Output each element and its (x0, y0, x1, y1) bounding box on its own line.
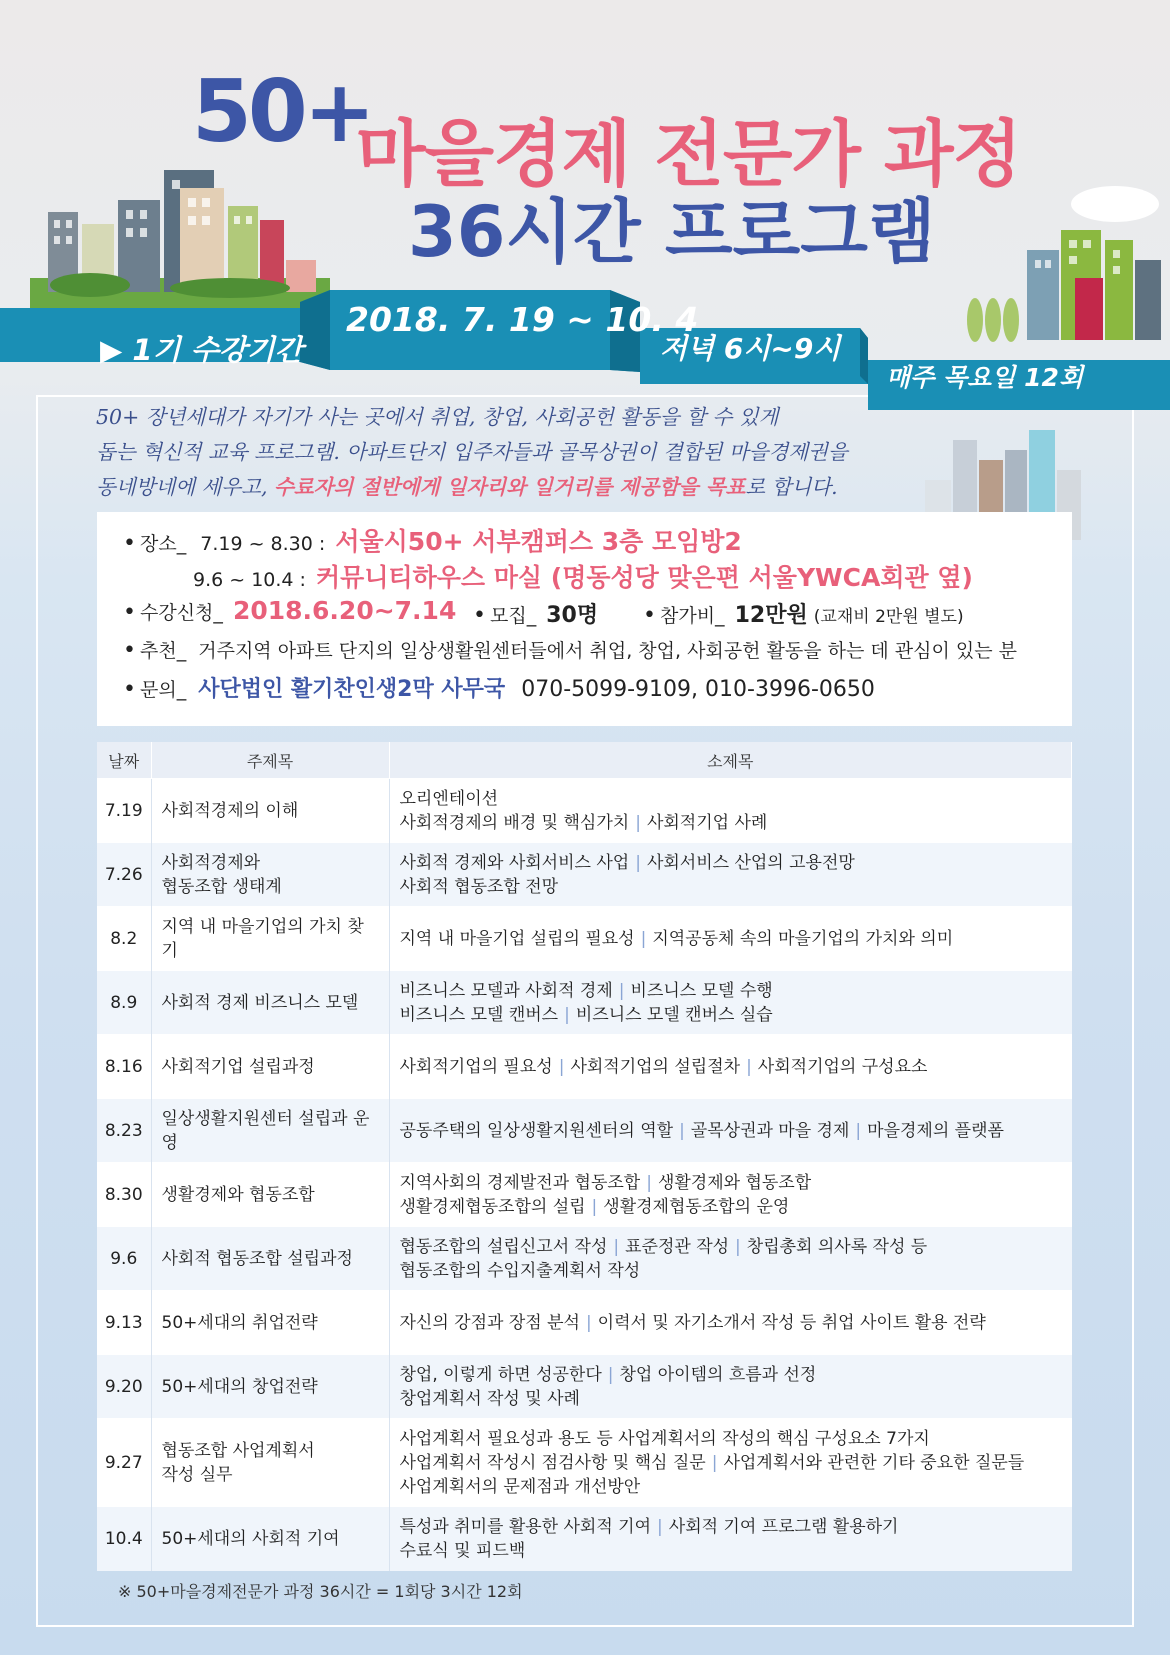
recruit-value: 30명 (546, 603, 599, 628)
subtopic-line (400, 1387, 1062, 1411)
row-topic (151, 843, 389, 907)
row-topic (151, 1507, 389, 1571)
subtopic-line (400, 1259, 1062, 1283)
table-row (97, 1227, 1072, 1291)
recruit-label: 모집_ (489, 605, 537, 627)
term-label-text: 1기 수강기간 (132, 333, 303, 367)
separator: | (746, 1056, 752, 1077)
row-date: 7.26 (97, 843, 151, 907)
row-date: 9.13 (97, 1291, 151, 1355)
subtopic-item: 자신의 강점과 장점 분석 (399, 1312, 580, 1333)
schedule-header-row (97, 742, 1072, 779)
fee-value: 12만원 (734, 603, 808, 628)
topic-line: 생활경제와 협동조합 (161, 1184, 315, 1205)
table-row (97, 1163, 1072, 1227)
row-subtopics (389, 1507, 1072, 1571)
subtopic-line (400, 1475, 1062, 1499)
subtopic-item: 사업계획서 필요성과 용도 등 사업계획서의 작성의 핵심 구성요소 7가지 (399, 1428, 930, 1449)
course-frequency: 매주 목요일 12회 (886, 363, 1084, 392)
subtopic-line (400, 1235, 1062, 1259)
topic-line: 일상생활지원센터 설립과 운영 (161, 1108, 370, 1153)
intro-line3-a: 동네방네에 세우고, (96, 475, 274, 499)
subtopic-item: 비즈니스 모델 캔버스 (399, 1004, 559, 1025)
apply-label: 수강신청_ (139, 602, 223, 624)
row-date: 8.23 (97, 1099, 151, 1163)
subtopic-line (400, 1451, 1062, 1475)
row-topic (151, 1227, 389, 1291)
recommend-text: 거주지역 아파트 단지의 일상생활원센터들에서 취업, 창업, 사회공헌 활동을 하는 데 관심이 있는 분 (198, 640, 1017, 662)
row-date: 7.19 (97, 779, 151, 843)
subtopic-item: 협동조합의 수입지출계획서 작성 (399, 1260, 641, 1281)
row-date: 8.30 (97, 1163, 151, 1227)
subtopic-item: 사회적 경제와 사회서비스 사업 (399, 852, 630, 873)
fifty-plus-badge: 50+ (192, 62, 372, 162)
place1-dates: 7.19 ~ 8.30 : (200, 533, 326, 555)
info-contact-row: • 문의_ 사단법인 활기찬인생2막 사무국 070-5099-9109, 010-3996-0650 (123, 677, 875, 702)
row-topic (151, 1355, 389, 1419)
separator: | (657, 1516, 663, 1537)
row-topic (151, 1291, 389, 1355)
place1-value: 서울시50+ 서부캠퍼스 3층 모임방2 (335, 527, 742, 556)
place2-dates: 9.6 ~ 10.4 : (193, 569, 306, 591)
place2-value: 커뮤니티하우스 마실 (명동성당 맞은편 서울YWCA회관 옆) (316, 563, 973, 592)
separator: | (635, 852, 641, 873)
topic-line: 협동조합 생태계 (161, 876, 282, 897)
subtopic-item: 특성과 취미를 활용한 사회적 기여 (399, 1516, 652, 1537)
subtopic-item: 생활경제협동조합의 운영 (603, 1196, 790, 1217)
course-time: 저녁 6시~9시 (660, 332, 841, 365)
subtopic-item: 창업계획서 작성 및 사례 (399, 1388, 580, 1409)
topic-line: 작성 실무 (161, 1464, 233, 1485)
topic-line: 지역 내 마을기업의 가치 찾기 (161, 916, 364, 961)
header-topic: 주제목 (151, 742, 389, 779)
subtopic-line (400, 875, 1062, 899)
row-date: 8.16 (97, 1035, 151, 1099)
info-recruit: • 모집_ 30명 (473, 603, 599, 628)
subtopic-item: 비즈니스 모델 수행 (630, 980, 773, 1001)
title-line2: 36시간 프로그램 (408, 191, 936, 273)
topic-line: 50+세대의 창업전략 (161, 1376, 318, 1397)
topic-line: 사회적 협동조합 설립과정 (161, 1248, 353, 1269)
subtopic-item: 생활경제와 협동조합 (657, 1172, 812, 1193)
course-dates: 2018. 7. 19 ~ 10. 4 (346, 300, 699, 339)
row-date: 8.9 (97, 971, 151, 1035)
subtopic-line (400, 811, 1062, 835)
title-line1: 마을경제 전문가 과정 (356, 112, 1022, 196)
separator: | (640, 928, 647, 949)
row-subtopics (389, 907, 1072, 971)
contact-phone: 070-5099-9109, 010-3996-0650 (521, 677, 875, 702)
row-subtopics (389, 1227, 1072, 1291)
subtopic-item: 지역공동체 속의 마을기업의 가치와 의미 (652, 928, 954, 949)
row-subtopics (389, 779, 1072, 843)
topic-line: 사회적경제의 이해 (161, 800, 299, 821)
apply-dates: 2018.6.20~7.14 (232, 596, 457, 625)
separator: | (564, 1004, 570, 1025)
separator: | (855, 1120, 862, 1141)
subtopic-item: 공동주택의 일상생활지원센터의 역할 (399, 1120, 674, 1141)
info-place-row-2 (193, 558, 973, 594)
subtopic-item: 협동조합의 설립신고서 작성 (399, 1236, 608, 1257)
subtopic-item: 사업계획서의 문제점과 개선방안 (399, 1476, 641, 1497)
subtopic-item: 창업, 이렇게 하면 성공한다 (399, 1364, 602, 1385)
subtopic-item: 사업계획서 작성시 점검사항 및 핵심 질문 (399, 1452, 706, 1473)
row-date: 10.4 (97, 1507, 151, 1571)
subtopic-item: 생활경제협동조합의 설립 (399, 1196, 586, 1217)
subtopic-item: 사회서비스 산업의 고용전망 (646, 852, 855, 873)
row-subtopics (389, 1099, 1072, 1163)
subtopic-line (400, 1171, 1062, 1195)
row-topic (151, 1419, 389, 1507)
info-fee: • 참가비_ 12만원 (교재비 2만원 별도) (643, 603, 964, 628)
subtopic-item: 사업계획서와 관련한 기타 중요한 질문들 (723, 1452, 1025, 1473)
row-subtopics (389, 971, 1072, 1035)
separator: | (711, 1452, 718, 1473)
separator: | (591, 1196, 598, 1217)
footnote: ※ 50+마을경제전문가 과정 36시간 = 1회당 3시간 12회 (118, 1582, 523, 1601)
header-subtopic: 소제목 (389, 742, 1072, 779)
subtopic-item: 골목상권과 마을 경제 (690, 1120, 850, 1141)
intro-paragraph (96, 400, 956, 505)
row-topic (151, 779, 389, 843)
row-subtopics (389, 1163, 1072, 1227)
intro-highlight: 수료자의 절반에게 일자리와 일거리를 제공함을 목표 (273, 475, 746, 499)
table-row (97, 1355, 1072, 1419)
topic-line: 협동조합 사업계획서 (161, 1440, 315, 1461)
subtopic-item: 오리엔테이션 (399, 788, 499, 809)
separator: | (735, 1236, 741, 1257)
row-topic (151, 907, 389, 971)
table-row (97, 971, 1072, 1035)
subtopic-item: 사회적기업의 구성요소 (757, 1056, 928, 1077)
table-row (97, 1099, 1072, 1163)
subtopic-line (400, 1363, 1062, 1387)
row-subtopics (389, 843, 1072, 907)
schedule-body (97, 779, 1072, 1571)
intro-line3 (96, 470, 956, 505)
row-topic (151, 1163, 389, 1227)
intro-line2: 돕는 혁신적 교육 프로그램. 아파트단지 입주자들과 골목상권이 결합된 마을경제권을 (96, 440, 848, 464)
info-recommend-row: • 추천_ 거주지역 아파트 단지의 일상생활원센터들에서 취업, 창업, 사회공헌 활동을 하는 데 관심이 있는 분 (123, 638, 1017, 663)
header-date: 날짜 (97, 742, 151, 779)
separator: | (618, 980, 625, 1001)
topic-line: 사회적기업 설립과정 (161, 1056, 315, 1077)
info-place-row-1: • 장소_ 7.19 ~ 8.30 : 서울시50+ 서부캠퍼스 3층 모임방2 (123, 527, 742, 556)
subtopic-item: 사회적기업의 필요성 (399, 1056, 553, 1077)
table-row (97, 779, 1072, 843)
subtopic-line (400, 1539, 1062, 1563)
separator: | (635, 812, 641, 833)
row-topic (151, 1035, 389, 1099)
info-box (97, 512, 1072, 726)
row-date: 8.2 (97, 907, 151, 971)
table-row (97, 843, 1072, 907)
subtopic-line (400, 1195, 1062, 1219)
subtopic-item: 표준정관 작성 (625, 1236, 730, 1257)
subtopic-item: 창업 아이템의 흐름과 선정 (619, 1364, 817, 1385)
subtopic-item: 마을경제의 플랫폼 (867, 1120, 1004, 1141)
separator: | (585, 1312, 592, 1333)
subtopic-line (400, 1003, 1062, 1027)
recommend-label: 추천_ (139, 640, 187, 662)
table-row (97, 907, 1072, 971)
separator: | (613, 1236, 620, 1257)
contact-org: 사단법인 활기찬인생2막 사무국 (198, 677, 506, 702)
separator: | (646, 1172, 652, 1193)
subtopic-item: 수료식 및 피드백 (399, 1540, 526, 1561)
intro-line3-b: 로 합니다. (745, 475, 838, 499)
row-topic (151, 1099, 389, 1163)
subtopic-item: 이력서 및 자기소개서 작성 등 취업 사이트 활용 전략 (597, 1312, 986, 1333)
term-label: ▶ 1기 수강기간 (100, 333, 303, 367)
subtopic-line (400, 1427, 1062, 1451)
subtopic-item: 사회적 기여 프로그램 활용하기 (668, 1516, 899, 1537)
fee-label: 참가비_ (659, 605, 725, 627)
topic-line: 50+세대의 사회적 기여 (161, 1528, 340, 1549)
subtopic-line (400, 979, 1062, 1003)
subtopic-line (400, 927, 1062, 951)
table-row (97, 1035, 1072, 1099)
subtopic-line (400, 787, 1062, 811)
subtopic-item: 지역 내 마을기업 설립의 필요성 (399, 928, 635, 949)
topic-line: 50+세대의 취업전략 (161, 1312, 318, 1333)
subtopic-line (400, 851, 1062, 875)
contact-label: 문의_ (139, 679, 187, 701)
topic-line: 사회적 경제 비즈니스 모델 (161, 992, 359, 1013)
subtopic-item: 비즈니스 모델과 사회적 경제 (399, 980, 613, 1001)
subtopic-line (400, 1515, 1062, 1539)
row-topic (151, 971, 389, 1035)
subtopic-item: 사회적 협동조합 전망 (399, 876, 559, 897)
separator: | (607, 1364, 614, 1385)
row-subtopics (389, 1291, 1072, 1355)
subtopic-line (400, 1055, 1062, 1079)
table-row (97, 1507, 1072, 1571)
row-subtopics (389, 1419, 1072, 1507)
row-date: 9.27 (97, 1419, 151, 1507)
row-date: 9.6 (97, 1227, 151, 1291)
row-date: 9.20 (97, 1355, 151, 1419)
intro-line1: 50+ 장년세대가 자기가 사는 곳에서 취업, 창업, 사회공헌 활동을 할 수 있게 (96, 405, 779, 429)
subtopic-line (400, 1311, 1062, 1335)
subtopic-item: 사회적경제의 배경 및 핵심가치 (399, 812, 630, 833)
place-label: 장소_ (139, 533, 187, 555)
table-row (97, 1291, 1072, 1355)
subtopic-item: 지역사회의 경제발전과 협동조합 (399, 1172, 641, 1193)
info-apply-row: • 수강신청_ 2018.6.20~7.14 (123, 596, 457, 625)
fee-note: (교재비 2만원 별도) (813, 607, 964, 627)
subtopic-line (400, 1119, 1062, 1143)
table-row (97, 1419, 1072, 1507)
topic-line: 사회적경제와 (161, 852, 261, 873)
row-subtopics (389, 1355, 1072, 1419)
subtopic-item: 비즈니스 모델 캔버스 실습 (575, 1004, 773, 1025)
separator: | (679, 1120, 685, 1141)
subtopic-item: 창립총회 의사록 작성 등 (746, 1236, 928, 1257)
subtopic-item: 사회적기업의 설립절차 (570, 1056, 741, 1077)
schedule-table (97, 742, 1072, 1571)
row-subtopics (389, 1035, 1072, 1099)
separator: | (558, 1056, 565, 1077)
subtopic-item: 사회적기업 사례 (646, 812, 768, 833)
